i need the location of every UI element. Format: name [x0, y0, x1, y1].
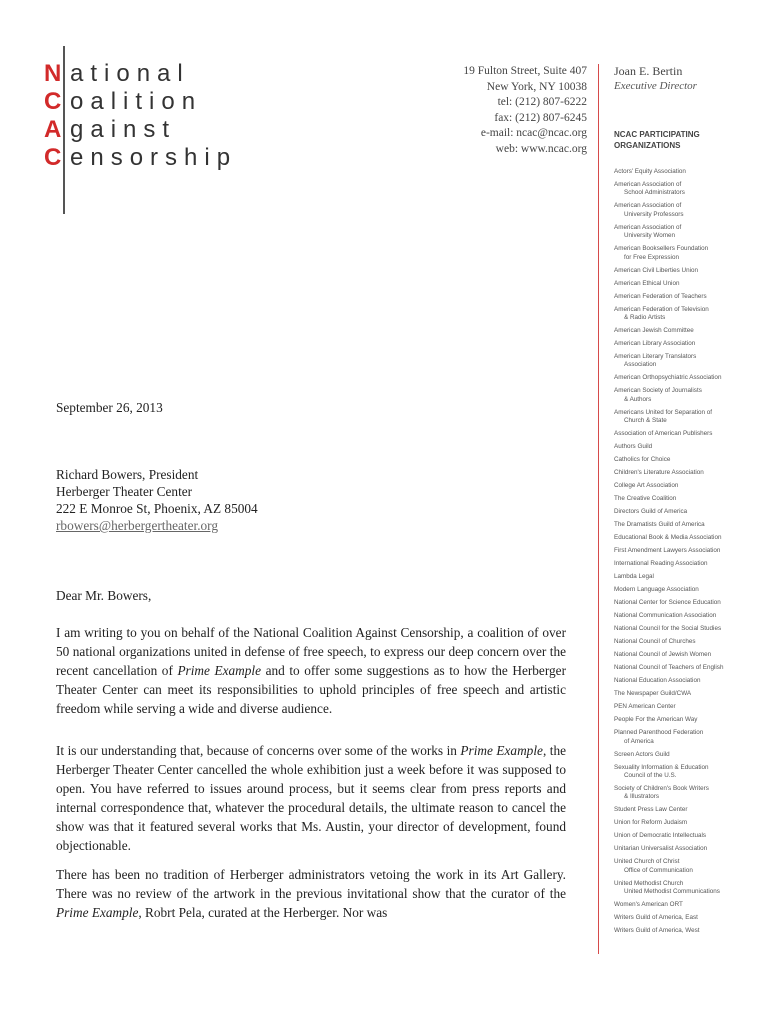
org-name: American Ethical Union [614, 279, 680, 287]
p1-text-b: and to offer some suggestions as to how the Herberger Theater Center can meet its responsibilities to uphold principles of free speech and artistic freedom while serving a wide and diverse audience. [56, 663, 566, 716]
org-item [614, 560, 764, 573]
org-name-continued: School Administrators [624, 189, 685, 197]
logo-line [44, 116, 237, 144]
org-item [614, 387, 764, 408]
org-name-continued: Church & State [624, 417, 667, 425]
org-name: American Society of Journalists [614, 387, 702, 395]
org-name: Directors Guild of America [614, 508, 688, 516]
logo-word: ensorship [70, 144, 238, 171]
org-item [614, 340, 764, 353]
org-name: Children's Literature Association [614, 469, 704, 477]
org-name: People For the American Way [614, 716, 698, 724]
org-name: American Association of [614, 202, 682, 210]
org-name: United Methodist Church [614, 879, 684, 887]
org-item [614, 927, 764, 940]
orgs-heading: NCAC PARTICIPATING ORGANIZATIONS [614, 130, 700, 150]
org-item [614, 409, 764, 430]
org-item [614, 482, 764, 495]
org-name-continued: for Free Expression [624, 253, 679, 261]
p1-title: Prime Example [177, 663, 262, 678]
org-name: Society of Children's Book Writers [614, 785, 709, 793]
org-name: Screen Actors Guild [614, 750, 670, 758]
org-name-continued: & Radio Artists [624, 314, 666, 322]
org-name-continued: Council of the U.S. [624, 772, 677, 780]
org-name: Sexuality Information & Education [614, 763, 709, 771]
org-name-continued: & Authors [624, 395, 652, 403]
recipient-street: 222 E Monroe St, Phoenix, AZ 85004 [56, 501, 258, 516]
org-name: American Library Association [614, 340, 696, 348]
org-item [614, 806, 764, 819]
org-item [614, 495, 764, 508]
org-item [614, 327, 764, 340]
org-name-continued: United Methodist Communications [624, 888, 720, 896]
org-name: Women's American ORT [614, 901, 683, 909]
org-item [614, 267, 764, 280]
org-name: National Center for Science Education [614, 599, 721, 607]
org-item [614, 430, 764, 443]
org-name: Americans United for Separation of [614, 408, 713, 416]
org-name-continued: of America [624, 737, 654, 745]
logo-line [44, 60, 237, 88]
logo-divider [63, 46, 65, 214]
org-item [614, 168, 764, 181]
org-name: American Association of [614, 223, 682, 231]
org-name-continued: University Women [624, 232, 675, 240]
p2-text-b: , the Herberger Theater Center cancelled the whole exhibition just a week before it was supposed to open. You have referred to issues around process, but it seems clear from press reports and internal correspondence that, whatever the procedural details, the ultimate reason to cancel the show was that it featured several works that Ms. Austin, your director of development, found objectionable. [56, 743, 566, 853]
salutation: Dear Mr. Bowers, [56, 588, 152, 603]
org-item [614, 181, 764, 202]
org-name: First Amendment Lawyers Association [614, 547, 721, 555]
ncac-logo [44, 60, 237, 172]
org-item [614, 586, 764, 599]
recipient-org: Herberger Theater Center [56, 484, 193, 499]
org-item [614, 858, 764, 879]
p2-text-a: It is our understanding that, because of concerns over some of the works in [56, 743, 461, 758]
org-name: Catholics for Choice [614, 456, 671, 464]
org-name: American Booksellers Foundation [614, 245, 709, 253]
org-item [614, 751, 764, 764]
letter-date: September 26, 2013 [56, 400, 163, 415]
logo-line [44, 88, 237, 116]
logo-word: gainst [70, 116, 177, 143]
org-name: National Council of Churches [614, 638, 696, 646]
logo-word: ational [70, 60, 190, 87]
org-item [614, 677, 764, 690]
org-name: Modern Language Association [614, 586, 699, 594]
org-name: The Creative Coalition [614, 495, 677, 503]
org-name-continued: University Professors [624, 210, 684, 218]
org-name: American Federation of Teachers [614, 292, 707, 300]
org-name: National Council of Teachers of English [614, 664, 724, 672]
org-item [614, 573, 764, 586]
org-item [614, 664, 764, 677]
org-name-continued: Office of Communication [624, 866, 693, 874]
logo-word: oalition [70, 88, 203, 115]
org-item [614, 521, 764, 534]
org-name: The Dramatists Guild of America [614, 521, 705, 529]
org-name: National Communication Association [614, 612, 717, 620]
org-item [614, 638, 764, 651]
p3-text-a: There has been no tradition of Herberger administrators vetoing the work in its Art Gallery. There was no review of the artwork in the previous invitational show that the curator of the [56, 867, 566, 901]
sidebar [614, 64, 764, 940]
logo-initial: N [44, 60, 62, 87]
org-item [614, 443, 764, 456]
org-name: The Newspaper Guild/CWA [614, 690, 692, 698]
org-name: American Orthopsychiatric Association [614, 374, 722, 382]
recipient-email[interactable]: rbowers@herbergertheater.org [56, 518, 219, 533]
org-item [614, 819, 764, 832]
contact-address1: 19 Fulton Street, Suite 407 [463, 65, 587, 77]
sidebar-rule [598, 64, 599, 954]
org-name: Authors Guild [614, 443, 653, 451]
org-name: Lambda Legal [614, 573, 654, 581]
org-item [614, 845, 764, 858]
contact-email: e-mail: ncac@ncac.org [480, 127, 587, 140]
org-item [614, 202, 764, 223]
org-item [614, 625, 764, 638]
p3-title: Prime Example [56, 905, 139, 920]
p1-text-a: I am writing to you on behalf of the National Coalition Against Censorship, a coalition of over 50 national organizations united in defense of free speech, to express our deep concern over the recent cancellation of [56, 625, 566, 678]
org-item [614, 764, 764, 785]
org-item [614, 703, 764, 716]
org-item [614, 293, 764, 306]
org-list [614, 168, 764, 940]
org-name: Writers Guild of America, East [614, 914, 698, 922]
org-item [614, 374, 764, 387]
director-title: Executive Director [614, 80, 697, 92]
paragraph-2 [56, 741, 566, 855]
org-item [614, 880, 764, 901]
org-name: United Church of Christ [614, 858, 680, 866]
org-name: American Association of [614, 181, 682, 188]
logo-line [44, 144, 237, 172]
p3-text-b: , Robrt Pela, curated at the Herberger. Nor was [138, 905, 388, 920]
org-item [614, 306, 764, 327]
org-name: American Civil Liberties Union [614, 266, 698, 274]
org-name-continued: & Illustrators [624, 793, 659, 801]
logo-initial: A [44, 116, 62, 143]
org-item [614, 534, 764, 547]
director-name: Joan E. Bertin [614, 64, 683, 78]
org-item [614, 280, 764, 293]
org-name-continued: Association [624, 361, 657, 369]
org-name: Union for Reform Judaism [614, 819, 688, 827]
org-item [614, 651, 764, 664]
org-name: National Council of Jewish Women [614, 651, 712, 659]
contact-fax: fax: (212) 807-6245 [494, 111, 587, 124]
logo-initial: C [44, 88, 62, 115]
org-name: Association of American Publishers [614, 430, 713, 438]
contact-block [463, 64, 587, 158]
org-item [614, 901, 764, 914]
paragraph-1 [56, 623, 566, 718]
org-name: American Literary Translators [614, 353, 697, 361]
org-item [614, 612, 764, 625]
org-name: American Federation of Television [614, 305, 709, 313]
recipient-name: Richard Bowers, President [56, 467, 199, 482]
org-name: Educational Book & Media Association [614, 534, 722, 542]
paragraph-3 [56, 865, 566, 922]
contact-address2: New York, NY 10038 [486, 80, 587, 93]
p2-title: Prime Example [460, 743, 543, 758]
org-name: Union of Democratic Intellectuals [614, 832, 707, 840]
org-item [614, 353, 764, 374]
org-name: American Jewish Committee [614, 327, 694, 335]
org-item [614, 456, 764, 469]
org-name: International Reading Association [614, 560, 708, 568]
org-name: Planned Parenthood Federation [614, 729, 704, 737]
org-item [614, 547, 764, 560]
org-item [614, 508, 764, 521]
org-item [614, 716, 764, 729]
org-item [614, 832, 764, 845]
org-name: PEN American Center [614, 703, 676, 711]
org-item [614, 599, 764, 612]
org-item [614, 914, 764, 927]
contact-web: web: www.ncac.org [495, 142, 587, 155]
org-name: Student Press Law Center [614, 806, 688, 814]
org-name: Unitarian Universalist Association [614, 845, 708, 853]
org-name: National Education Association [614, 677, 701, 685]
recipient-address [56, 466, 566, 534]
org-name: College Art Association [614, 482, 679, 490]
org-item [614, 224, 764, 245]
org-item [614, 469, 764, 482]
org-item [614, 690, 764, 703]
contact-tel: tel: (212) 807-6222 [497, 96, 587, 109]
logo-initial: C [44, 144, 62, 171]
org-item [614, 245, 764, 266]
org-name: Actors' Equity Association [614, 168, 686, 175]
org-item [614, 729, 764, 750]
org-name: National Council for the Social Studies [614, 625, 722, 633]
org-name: Writers Guild of America, West [614, 927, 700, 935]
org-item [614, 785, 764, 806]
